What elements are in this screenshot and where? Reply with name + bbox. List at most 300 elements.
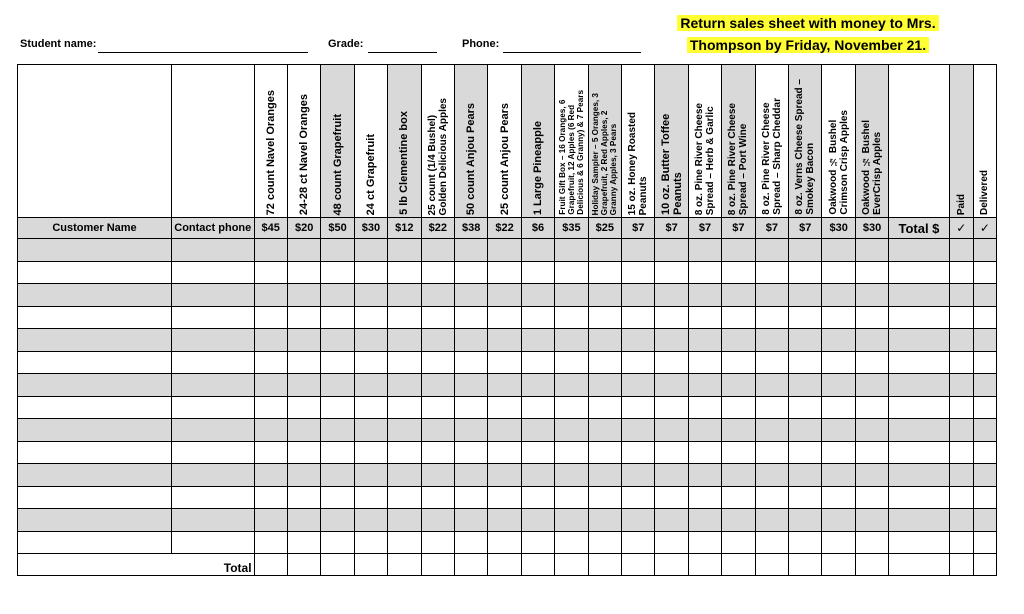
quantity-cell[interactable] <box>622 374 655 397</box>
quantity-cell[interactable] <box>789 261 822 284</box>
quantity-cell[interactable] <box>254 239 287 262</box>
row-total-cell[interactable] <box>889 329 949 352</box>
quantity-cell[interactable] <box>254 374 287 397</box>
paid-cell[interactable] <box>949 396 973 419</box>
customer-name-cell[interactable] <box>18 261 172 284</box>
customer-name-cell[interactable] <box>18 486 172 509</box>
quantity-cell[interactable] <box>588 486 621 509</box>
column-total-cell[interactable] <box>388 554 421 576</box>
quantity-cell[interactable] <box>622 396 655 419</box>
quantity-cell[interactable] <box>354 284 387 307</box>
column-total-cell[interactable] <box>889 554 949 576</box>
quantity-cell[interactable] <box>622 486 655 509</box>
quantity-cell[interactable] <box>388 486 421 509</box>
quantity-cell[interactable] <box>789 441 822 464</box>
column-total-cell[interactable] <box>822 554 855 576</box>
row-total-cell[interactable] <box>889 284 949 307</box>
quantity-cell[interactable] <box>588 239 621 262</box>
column-total-cell[interactable] <box>789 554 822 576</box>
quantity-cell[interactable] <box>454 239 487 262</box>
quantity-cell[interactable] <box>722 441 755 464</box>
quantity-cell[interactable] <box>855 329 888 352</box>
quantity-cell[interactable] <box>655 284 688 307</box>
quantity-cell[interactable] <box>521 509 554 532</box>
quantity-cell[interactable] <box>321 486 354 509</box>
quantity-cell[interactable] <box>688 374 721 397</box>
quantity-cell[interactable] <box>655 486 688 509</box>
quantity-cell[interactable] <box>755 239 788 262</box>
customer-name-cell[interactable] <box>18 306 172 329</box>
customer-name-cell[interactable] <box>18 419 172 442</box>
quantity-cell[interactable] <box>321 284 354 307</box>
quantity-cell[interactable] <box>254 329 287 352</box>
quantity-cell[interactable] <box>488 374 521 397</box>
quantity-cell[interactable] <box>722 261 755 284</box>
quantity-cell[interactable] <box>555 441 588 464</box>
quantity-cell[interactable] <box>488 441 521 464</box>
quantity-cell[interactable] <box>287 396 320 419</box>
paid-cell[interactable] <box>949 239 973 262</box>
row-total-cell[interactable] <box>889 306 949 329</box>
quantity-cell[interactable] <box>755 396 788 419</box>
delivered-cell[interactable] <box>973 531 996 554</box>
quantity-cell[interactable] <box>421 306 454 329</box>
column-total-cell[interactable] <box>555 554 588 576</box>
quantity-cell[interactable] <box>755 351 788 374</box>
paid-cell[interactable] <box>949 531 973 554</box>
quantity-cell[interactable] <box>354 509 387 532</box>
row-total-cell[interactable] <box>889 419 949 442</box>
quantity-cell[interactable] <box>354 329 387 352</box>
row-total-cell[interactable] <box>889 261 949 284</box>
delivered-cell[interactable] <box>973 509 996 532</box>
quantity-cell[interactable] <box>755 441 788 464</box>
quantity-cell[interactable] <box>354 351 387 374</box>
quantity-cell[interactable] <box>388 306 421 329</box>
delivered-cell[interactable] <box>973 419 996 442</box>
row-total-cell[interactable] <box>889 464 949 487</box>
quantity-cell[interactable] <box>354 419 387 442</box>
column-total-cell[interactable] <box>855 554 888 576</box>
quantity-cell[interactable] <box>622 284 655 307</box>
quantity-cell[interactable] <box>354 531 387 554</box>
quantity-cell[interactable] <box>254 419 287 442</box>
quantity-cell[interactable] <box>688 239 721 262</box>
quantity-cell[interactable] <box>655 329 688 352</box>
quantity-cell[interactable] <box>822 329 855 352</box>
quantity-cell[interactable] <box>454 261 487 284</box>
quantity-cell[interactable] <box>588 509 621 532</box>
paid-cell[interactable] <box>949 306 973 329</box>
row-total-cell[interactable] <box>889 351 949 374</box>
quantity-cell[interactable] <box>421 486 454 509</box>
quantity-cell[interactable] <box>421 329 454 352</box>
quantity-cell[interactable] <box>722 531 755 554</box>
contact-phone-cell[interactable] <box>172 306 255 329</box>
quantity-cell[interactable] <box>822 464 855 487</box>
quantity-cell[interactable] <box>521 284 554 307</box>
column-total-cell[interactable] <box>454 554 487 576</box>
customer-name-cell[interactable] <box>18 531 172 554</box>
quantity-cell[interactable] <box>688 486 721 509</box>
contact-phone-cell[interactable] <box>172 531 255 554</box>
quantity-cell[interactable] <box>488 486 521 509</box>
column-total-cell[interactable] <box>622 554 655 576</box>
quantity-cell[interactable] <box>254 306 287 329</box>
quantity-cell[interactable] <box>622 351 655 374</box>
quantity-cell[interactable] <box>755 531 788 554</box>
quantity-cell[interactable] <box>521 351 554 374</box>
column-total-cell[interactable] <box>521 554 554 576</box>
quantity-cell[interactable] <box>755 261 788 284</box>
paid-cell[interactable] <box>949 509 973 532</box>
quantity-cell[interactable] <box>822 351 855 374</box>
quantity-cell[interactable] <box>388 351 421 374</box>
quantity-cell[interactable] <box>488 351 521 374</box>
contact-phone-cell[interactable] <box>172 509 255 532</box>
quantity-cell[interactable] <box>789 306 822 329</box>
customer-name-cell[interactable] <box>18 464 172 487</box>
quantity-cell[interactable] <box>555 531 588 554</box>
quantity-cell[interactable] <box>755 509 788 532</box>
contact-phone-cell[interactable] <box>172 351 255 374</box>
quantity-cell[interactable] <box>287 531 320 554</box>
quantity-cell[interactable] <box>388 441 421 464</box>
quantity-cell[interactable] <box>488 396 521 419</box>
quantity-cell[interactable] <box>388 531 421 554</box>
column-total-cell[interactable] <box>655 554 688 576</box>
quantity-cell[interactable] <box>789 486 822 509</box>
quantity-cell[interactable] <box>655 509 688 532</box>
quantity-cell[interactable] <box>321 509 354 532</box>
quantity-cell[interactable] <box>454 531 487 554</box>
quantity-cell[interactable] <box>354 261 387 284</box>
quantity-cell[interactable] <box>421 509 454 532</box>
quantity-cell[interactable] <box>755 464 788 487</box>
quantity-cell[interactable] <box>287 441 320 464</box>
customer-name-cell[interactable] <box>18 239 172 262</box>
quantity-cell[interactable] <box>622 239 655 262</box>
quantity-cell[interactable] <box>488 531 521 554</box>
quantity-cell[interactable] <box>755 284 788 307</box>
column-total-cell[interactable] <box>755 554 788 576</box>
delivered-cell[interactable] <box>973 374 996 397</box>
column-total-cell[interactable] <box>722 554 755 576</box>
quantity-cell[interactable] <box>321 261 354 284</box>
quantity-cell[interactable] <box>655 419 688 442</box>
column-total-cell[interactable] <box>321 554 354 576</box>
quantity-cell[interactable] <box>688 329 721 352</box>
quantity-cell[interactable] <box>254 441 287 464</box>
column-total-cell[interactable] <box>354 554 387 576</box>
quantity-cell[interactable] <box>454 329 487 352</box>
quantity-cell[interactable] <box>588 284 621 307</box>
quantity-cell[interactable] <box>755 374 788 397</box>
quantity-cell[interactable] <box>555 486 588 509</box>
delivered-cell[interactable] <box>973 396 996 419</box>
quantity-cell[interactable] <box>287 306 320 329</box>
quantity-cell[interactable] <box>321 396 354 419</box>
quantity-cell[interactable] <box>622 261 655 284</box>
quantity-cell[interactable] <box>722 351 755 374</box>
quantity-cell[interactable] <box>855 486 888 509</box>
quantity-cell[interactable] <box>722 486 755 509</box>
quantity-cell[interactable] <box>521 329 554 352</box>
quantity-cell[interactable] <box>555 306 588 329</box>
quantity-cell[interactable] <box>254 284 287 307</box>
quantity-cell[interactable] <box>488 306 521 329</box>
quantity-cell[interactable] <box>622 531 655 554</box>
quantity-cell[interactable] <box>855 531 888 554</box>
row-total-cell[interactable] <box>889 486 949 509</box>
quantity-cell[interactable] <box>287 329 320 352</box>
quantity-cell[interactable] <box>388 374 421 397</box>
quantity-cell[interactable] <box>688 261 721 284</box>
quantity-cell[interactable] <box>421 239 454 262</box>
quantity-cell[interactable] <box>855 351 888 374</box>
quantity-cell[interactable] <box>454 284 487 307</box>
delivered-cell[interactable] <box>973 261 996 284</box>
paid-cell[interactable] <box>949 464 973 487</box>
quantity-cell[interactable] <box>789 284 822 307</box>
delivered-cell[interactable] <box>973 284 996 307</box>
quantity-cell[interactable] <box>822 486 855 509</box>
quantity-cell[interactable] <box>789 419 822 442</box>
quantity-cell[interactable] <box>388 261 421 284</box>
column-total-cell[interactable] <box>588 554 621 576</box>
quantity-cell[interactable] <box>822 239 855 262</box>
quantity-cell[interactable] <box>588 441 621 464</box>
quantity-cell[interactable] <box>755 329 788 352</box>
quantity-cell[interactable] <box>254 509 287 532</box>
quantity-cell[interactable] <box>722 239 755 262</box>
delivered-cell[interactable] <box>973 441 996 464</box>
quantity-cell[interactable] <box>855 261 888 284</box>
quantity-cell[interactable] <box>488 464 521 487</box>
quantity-cell[interactable] <box>254 486 287 509</box>
quantity-cell[interactable] <box>588 396 621 419</box>
quantity-cell[interactable] <box>655 306 688 329</box>
contact-phone-cell[interactable] <box>172 329 255 352</box>
quantity-cell[interactable] <box>354 374 387 397</box>
quantity-cell[interactable] <box>622 306 655 329</box>
quantity-cell[interactable] <box>287 239 320 262</box>
quantity-cell[interactable] <box>354 396 387 419</box>
column-total-cell[interactable] <box>973 554 996 576</box>
quantity-cell[interactable] <box>688 419 721 442</box>
quantity-cell[interactable] <box>555 329 588 352</box>
quantity-cell[interactable] <box>688 509 721 532</box>
row-total-cell[interactable] <box>889 441 949 464</box>
row-total-cell[interactable] <box>889 239 949 262</box>
quantity-cell[interactable] <box>321 374 354 397</box>
quantity-cell[interactable] <box>622 509 655 532</box>
column-total-cell[interactable] <box>949 554 973 576</box>
quantity-cell[interactable] <box>521 464 554 487</box>
delivered-cell[interactable] <box>973 306 996 329</box>
column-total-cell[interactable] <box>287 554 320 576</box>
customer-name-cell[interactable] <box>18 284 172 307</box>
quantity-cell[interactable] <box>655 374 688 397</box>
quantity-cell[interactable] <box>622 441 655 464</box>
quantity-cell[interactable] <box>421 284 454 307</box>
quantity-cell[interactable] <box>555 396 588 419</box>
quantity-cell[interactable] <box>321 531 354 554</box>
quantity-cell[interactable] <box>588 261 621 284</box>
quantity-cell[interactable] <box>855 509 888 532</box>
quantity-cell[interactable] <box>855 441 888 464</box>
quantity-cell[interactable] <box>588 329 621 352</box>
quantity-cell[interactable] <box>655 441 688 464</box>
column-total-cell[interactable] <box>254 554 287 576</box>
quantity-cell[interactable] <box>488 261 521 284</box>
quantity-cell[interactable] <box>555 284 588 307</box>
quantity-cell[interactable] <box>254 464 287 487</box>
quantity-cell[interactable] <box>822 531 855 554</box>
quantity-cell[interactable] <box>321 419 354 442</box>
quantity-cell[interactable] <box>354 239 387 262</box>
quantity-cell[interactable] <box>454 441 487 464</box>
quantity-cell[interactable] <box>722 329 755 352</box>
quantity-cell[interactable] <box>855 419 888 442</box>
quantity-cell[interactable] <box>755 486 788 509</box>
quantity-cell[interactable] <box>588 306 621 329</box>
column-total-cell[interactable] <box>488 554 521 576</box>
quantity-cell[interactable] <box>688 284 721 307</box>
grade-line[interactable] <box>368 52 437 53</box>
contact-phone-cell[interactable] <box>172 486 255 509</box>
delivered-cell[interactable] <box>973 351 996 374</box>
quantity-cell[interactable] <box>722 374 755 397</box>
quantity-cell[interactable] <box>588 374 621 397</box>
quantity-cell[interactable] <box>287 351 320 374</box>
quantity-cell[interactable] <box>622 419 655 442</box>
quantity-cell[interactable] <box>655 261 688 284</box>
quantity-cell[interactable] <box>822 306 855 329</box>
quantity-cell[interactable] <box>822 374 855 397</box>
quantity-cell[interactable] <box>521 261 554 284</box>
quantity-cell[interactable] <box>722 419 755 442</box>
customer-name-cell[interactable] <box>18 351 172 374</box>
quantity-cell[interactable] <box>655 531 688 554</box>
quantity-cell[interactable] <box>722 509 755 532</box>
quantity-cell[interactable] <box>287 374 320 397</box>
quantity-cell[interactable] <box>521 306 554 329</box>
quantity-cell[interactable] <box>454 509 487 532</box>
quantity-cell[interactable] <box>421 531 454 554</box>
quantity-cell[interactable] <box>789 531 822 554</box>
quantity-cell[interactable] <box>321 329 354 352</box>
customer-name-cell[interactable] <box>18 509 172 532</box>
quantity-cell[interactable] <box>622 329 655 352</box>
quantity-cell[interactable] <box>555 419 588 442</box>
paid-cell[interactable] <box>949 441 973 464</box>
quantity-cell[interactable] <box>588 464 621 487</box>
quantity-cell[interactable] <box>321 441 354 464</box>
quantity-cell[interactable] <box>789 351 822 374</box>
quantity-cell[interactable] <box>354 441 387 464</box>
quantity-cell[interactable] <box>521 441 554 464</box>
quantity-cell[interactable] <box>855 464 888 487</box>
contact-phone-cell[interactable] <box>172 261 255 284</box>
contact-phone-cell[interactable] <box>172 239 255 262</box>
quantity-cell[interactable] <box>287 509 320 532</box>
quantity-cell[interactable] <box>822 261 855 284</box>
quantity-cell[interactable] <box>454 396 487 419</box>
quantity-cell[interactable] <box>388 329 421 352</box>
row-total-cell[interactable] <box>889 531 949 554</box>
quantity-cell[interactable] <box>421 261 454 284</box>
contact-phone-cell[interactable] <box>172 464 255 487</box>
quantity-cell[interactable] <box>822 509 855 532</box>
quantity-cell[interactable] <box>321 306 354 329</box>
quantity-cell[interactable] <box>454 351 487 374</box>
quantity-cell[interactable] <box>688 396 721 419</box>
quantity-cell[interactable] <box>488 419 521 442</box>
row-total-cell[interactable] <box>889 396 949 419</box>
paid-cell[interactable] <box>949 351 973 374</box>
quantity-cell[interactable] <box>555 509 588 532</box>
paid-cell[interactable] <box>949 419 973 442</box>
quantity-cell[interactable] <box>789 464 822 487</box>
column-total-cell[interactable] <box>688 554 721 576</box>
quantity-cell[interactable] <box>454 306 487 329</box>
quantity-cell[interactable] <box>855 239 888 262</box>
quantity-cell[interactable] <box>555 351 588 374</box>
quantity-cell[interactable] <box>722 306 755 329</box>
quantity-cell[interactable] <box>488 284 521 307</box>
quantity-cell[interactable] <box>855 396 888 419</box>
quantity-cell[interactable] <box>722 396 755 419</box>
row-total-cell[interactable] <box>889 374 949 397</box>
quantity-cell[interactable] <box>555 239 588 262</box>
delivered-cell[interactable] <box>973 239 996 262</box>
quantity-cell[interactable] <box>755 306 788 329</box>
quantity-cell[interactable] <box>454 486 487 509</box>
quantity-cell[interactable] <box>588 531 621 554</box>
quantity-cell[interactable] <box>655 464 688 487</box>
quantity-cell[interactable] <box>287 419 320 442</box>
quantity-cell[interactable] <box>388 419 421 442</box>
quantity-cell[interactable] <box>354 464 387 487</box>
quantity-cell[interactable] <box>421 374 454 397</box>
quantity-cell[interactable] <box>789 396 822 419</box>
contact-phone-cell[interactable] <box>172 441 255 464</box>
quantity-cell[interactable] <box>488 239 521 262</box>
quantity-cell[interactable] <box>254 351 287 374</box>
quantity-cell[interactable] <box>354 486 387 509</box>
quantity-cell[interactable] <box>287 284 320 307</box>
quantity-cell[interactable] <box>287 486 320 509</box>
customer-name-cell[interactable] <box>18 396 172 419</box>
quantity-cell[interactable] <box>454 464 487 487</box>
quantity-cell[interactable] <box>521 486 554 509</box>
quantity-cell[interactable] <box>555 374 588 397</box>
quantity-cell[interactable] <box>855 284 888 307</box>
quantity-cell[interactable] <box>521 531 554 554</box>
student-name-line[interactable] <box>98 52 308 53</box>
paid-cell[interactable] <box>949 261 973 284</box>
quantity-cell[interactable] <box>354 306 387 329</box>
quantity-cell[interactable] <box>655 239 688 262</box>
quantity-cell[interactable] <box>722 464 755 487</box>
customer-name-cell[interactable] <box>18 441 172 464</box>
quantity-cell[interactable] <box>722 284 755 307</box>
quantity-cell[interactable] <box>488 329 521 352</box>
quantity-cell[interactable] <box>421 419 454 442</box>
quantity-cell[interactable] <box>421 464 454 487</box>
quantity-cell[interactable] <box>421 396 454 419</box>
